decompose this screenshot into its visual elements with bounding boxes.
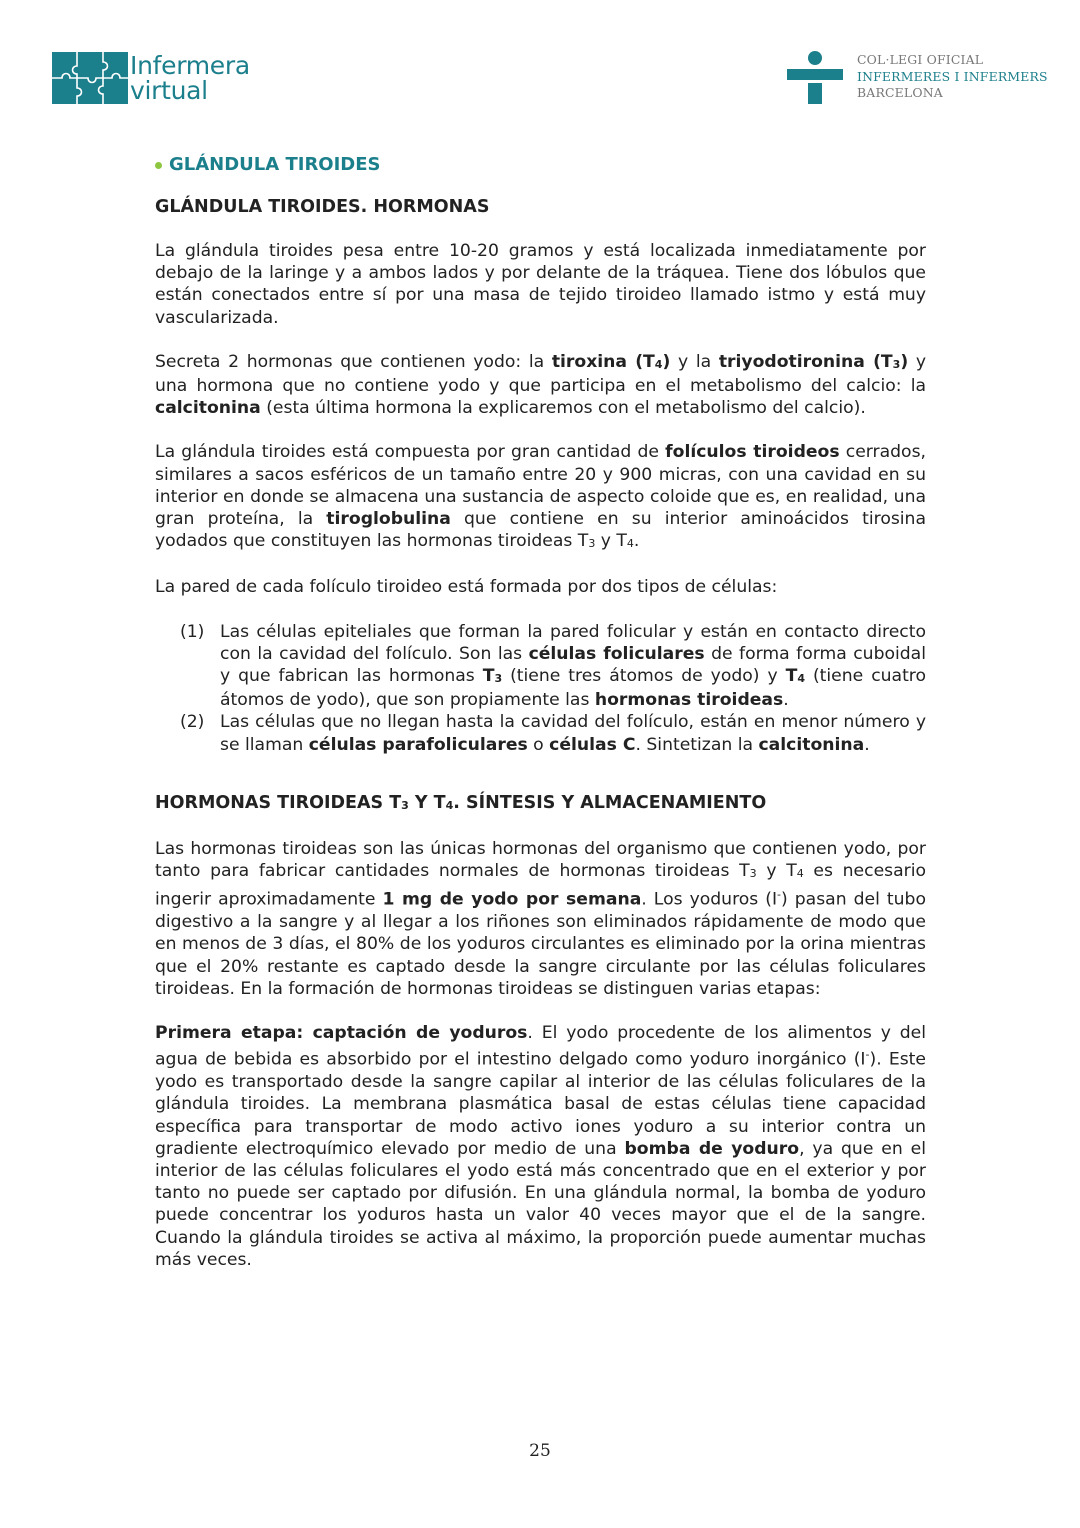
paragraph-6: Primera etapa: captación de yoduros. El yodo procedente de los alimentos y del agua de bebida es absorbido por el intestino delgado como yoduro inorgánico (I-). Este yodo es transportado desde la sangre capilar al interior de las células foliculares de la glándula tiroides. La membrana plasmática basal de estas células tiene capacidad específica para transportar de modo activo iones yoduro a su interior contra un gradiente electroquímico elevado por medio de una bomba de yoduro, ya que en el interior de las células foliculares el yodo está más concentrado que en el exterior y por tanto no puede ser captado por difusión. En una glándula normal, la bomba de yoduro puede concentrar los yoduros hasta un valor 40 veces mayor que el de la sangre. Cuando la glándula tiroides se activa al máximo, la proporción puede aumentar muchas más veces. — [155, 1023, 927, 1270]
paragraph-1: La glándula tiroides pesa entre 10-20 gramos y está localizada inmediatamente por debajo de la laringe y a ambos lados y por delante de la tráquea. Tiene dos lóbulos que están conectados entre sí por una masa de tejido tiroideo llamado istmo y está muy vascularizada. — [155, 241, 926, 328]
logo-line-1: Infermera — [130, 51, 250, 80]
subheading-hormonas: GLÁNDULA TIROIDES. HORMONAS — [155, 197, 490, 217]
list-item-text: Las células epiteliales que forman la pared folicular y están en contacto directo con la cavidad del folículo. Son las células foliculares de forma forma cuboidal y que fabrican las hormonas $T_3$ (tiene tres átomos de yodo) y $T_4$ (tiene cuatro átomos de yodo), que son propiamente las hormonas tiroideas. — [220, 621, 927, 711]
coib-logo — [787, 50, 1048, 104]
logo-line-2: virtual — [130, 76, 208, 105]
document-body — [155, 152, 926, 1293]
coib-line-2: INFERMERES I INFERMERS — [857, 68, 1048, 84]
coib-line-1: COL·LEGI OFICIAL — [857, 52, 984, 67]
list-number: (1) — [180, 621, 205, 642]
section-title-text: GLÁNDULA TIROIDES — [169, 154, 381, 175]
puzzle-icon — [52, 52, 128, 104]
paragraph-5: Las hormonas tiroideas son las únicas hormonas del organismo que contienen yodo, por tanto para fabricar cantidades normales de hormonas tiroideas $T_3$ y $T_4$ es necesario ingerir aproximadamente 1 mg de yodo por semana. Los yoduros (I-) pasan del tubo digestivo a la sangre y al llegar a los riñones son eliminados rápidamente de modo que en menos de 3 días, el 80% de los yoduros circulantes es eliminado por la orina mientras que el 20% restante es captado desde la sangre circulante por las células foliculares tiroideas. En la formación de hormonas tiroideas se distinguen varias etapas: — [155, 838, 926, 999]
paragraph-3: La glándula tiroides está compuesta por gran cantidad de folículos tiroideos cerrados, similares a sacos esféricos de un tamaño entre 20 y 900 micras, con una cavidad en su interior en donde se almacena una sustancia de aspecto coloide que es, en realidad, una gran proteína, la tiroglobulina que contiene en su interior aminoácidos tirosina yodados que constituyen las hormonas tiroideas $T_3$ y $T_4$. — [155, 442, 926, 552]
infermera-virtual-logo — [52, 52, 250, 104]
list-item-text: Las células que no llegan hasta la cavidad del folículo, están en menor número y se llaman células parafoliculares o células C. Sintetizan la calcitonina. — [220, 712, 926, 755]
page-header — [0, 0, 1080, 120]
bullet-dot-icon — [155, 162, 162, 169]
paragraph-4: La pared de cada folículo tiroideo está formada por dos tipos de células: — [155, 577, 778, 598]
list-number: (2) — [180, 712, 205, 733]
subheading-sintesis: HORMONAS TIROIDEAS $T_3$ Y $T_4$. SÍNTESIS Y ALMACENAMIENTO — [155, 792, 767, 813]
page-number: 25 — [529, 1441, 551, 1461]
list-item — [155, 621, 926, 712]
cross-icon — [787, 50, 843, 104]
list-item — [155, 711, 926, 755]
coib-line-3: BARCELONA — [857, 85, 943, 100]
paragraph-2: Secreta 2 hormonas que contienen yodo: la tiroxina $(T_4)$ y la triyodotironina $(T_3)$ y una hormona que no contiene yodo y que participa en el metabolismo del calcio: la calcitonina (esta última hormona la explicaremos con el metabolismo del calcio). — [155, 351, 927, 419]
section-title — [155, 152, 926, 178]
cell-types-list — [155, 621, 926, 756]
